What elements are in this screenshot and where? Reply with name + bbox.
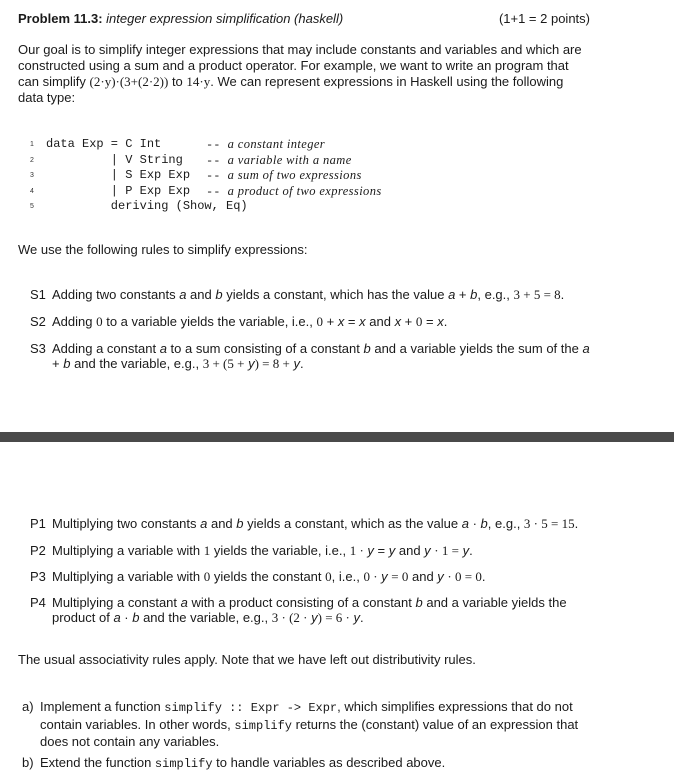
- code-comment: -- a variable with a name: [206, 152, 352, 168]
- intro-paragraph: Our goal is to simplify integer expressions that may include constants and variables and which are constructed using a sum and a product operator. For example, we want to write an program that can simplify (2·y)·(3+(2·2)) to 14·y. We can represent expressions in Haskell using the following data type:: [18, 42, 582, 105]
- rule-p1: [30, 516, 590, 531]
- code-text: deriving (Show, Eq): [46, 199, 248, 214]
- rule-s2: [30, 314, 590, 329]
- code-text: data Exp = C Int: [46, 137, 162, 151]
- item-label: P3: [30, 569, 46, 584]
- rule-p2: [30, 543, 590, 558]
- item-label: S1: [30, 287, 46, 302]
- item-text: Adding 0 to a variable yields the variable, i.e., 0 + x = x and x + 0 = x.: [52, 314, 448, 329]
- task-a: [22, 699, 590, 750]
- rule-s1: [30, 287, 590, 302]
- code-text: | S Exp Exp: [46, 168, 191, 183]
- problem-header: [18, 11, 590, 26]
- item-label: P1: [30, 516, 46, 531]
- item-text: Adding a constant a to a sum consisting of a constant b and a variable yields the sum of the a + b and the variable, e.g., 3 + (5 + y) = 8 + y.: [52, 341, 590, 371]
- item-text: Implement a function simplify :: Expr -> Expr, which simplifies expressions that do not contain variables. In other words, simplify returns the (constant) value of an expression that does not contain any variables.: [40, 699, 579, 749]
- line-number: 1: [30, 141, 34, 148]
- item-text: Multiplying a variable with 0 yields the constant 0, i.e., 0 · y = 0 and y · 0 = 0.: [52, 569, 486, 584]
- item-text: Multiplying a variable with 1 yields the variable, i.e., 1 · y = y and y · 1 = y.: [52, 543, 473, 558]
- item-label: P2: [30, 543, 46, 558]
- rule-s3: [30, 341, 590, 371]
- problem-number: Problem 11.3:: [18, 11, 103, 26]
- item-label: b): [22, 755, 34, 770]
- example-expression: (2·y)·(3+(2·2)): [89, 74, 169, 89]
- associativity-note: The usual associativity rules apply. Note that we have left out distributivity rules.: [18, 652, 476, 667]
- page-bottom: [0, 442, 674, 783]
- rules-intro: We use the following rules to simplify expressions:: [18, 242, 308, 257]
- item-label: a): [22, 699, 34, 714]
- rule-p4: [30, 595, 590, 625]
- page-divider: [0, 432, 674, 442]
- line-number: 4: [30, 187, 34, 195]
- line-number: 3: [30, 172, 34, 180]
- item-label: S3: [30, 341, 46, 356]
- task-b: [22, 755, 590, 773]
- example-result: 14·y: [186, 74, 211, 89]
- rule-p3: [30, 569, 590, 584]
- code-comment: -- a sum of two expressions: [206, 168, 362, 184]
- line-number: 2: [30, 156, 34, 164]
- problem-points: (1+1 = 2 points): [498, 11, 590, 26]
- item-label: S2: [30, 314, 46, 329]
- line-number: 5: [30, 203, 34, 211]
- code-comment: -- a constant integer: [206, 137, 326, 152]
- code-comment: -- a product of two expressions: [206, 183, 382, 199]
- item-text: Multiplying two constants a and b yields a constant, which as the value a · b, e.g., 3 · 5 = 15.: [52, 516, 579, 531]
- item-label: P4: [30, 595, 46, 610]
- code-text: | P Exp Exp: [46, 183, 191, 198]
- code-text: | V String: [46, 152, 183, 167]
- item-text: Extend the function simplify to handle variables as described above.: [40, 755, 446, 771]
- problem-title: integer expression simplification (haskell): [106, 11, 344, 26]
- item-text: Multiplying a constant a with a product consisting of a constant b and a variable yields the product of a · b and the variable, e.g., 3 · (2 · y) = 6 · y.: [52, 595, 567, 625]
- item-text: Adding two constants a and b yields a constant, which has the value a + b, e.g., 3 + 5 = 8.: [52, 287, 565, 302]
